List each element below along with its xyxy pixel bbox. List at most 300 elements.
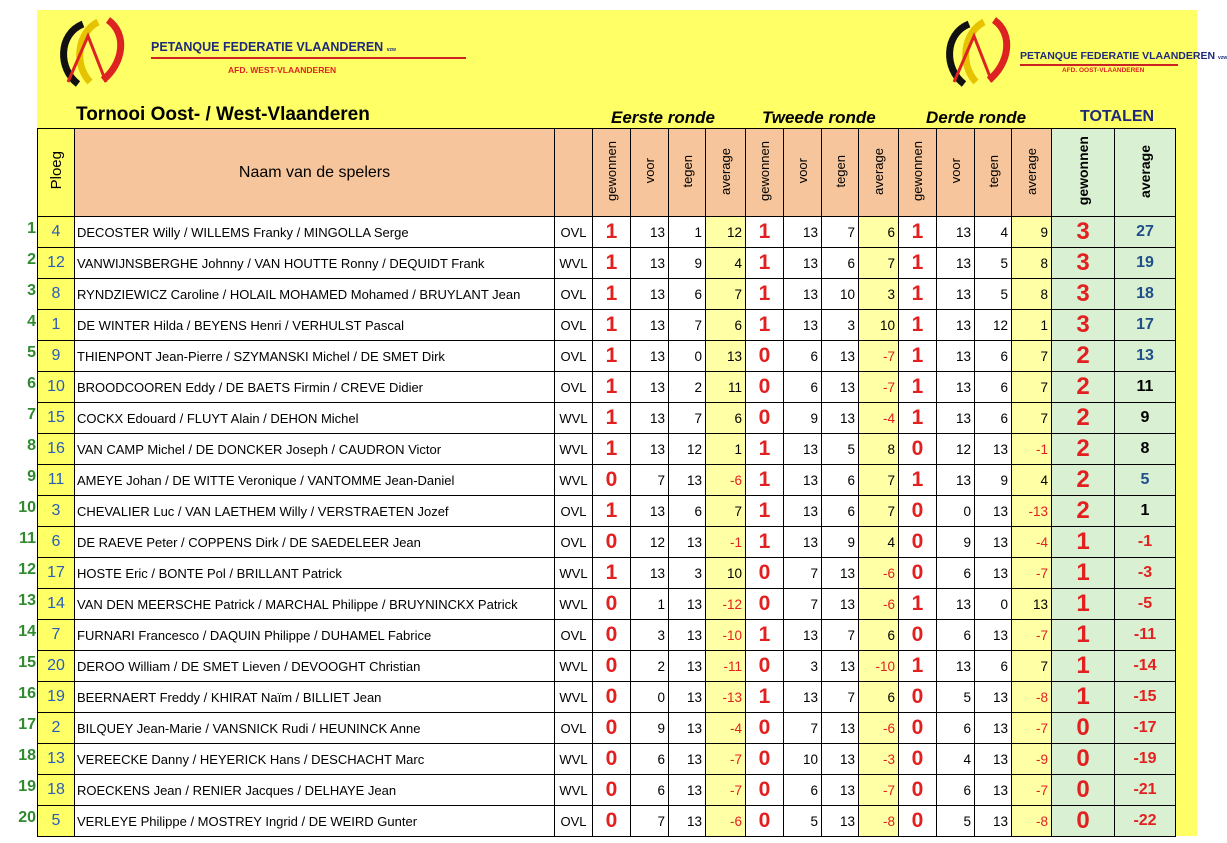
round-1-average: 11 [706, 372, 746, 403]
total-won: 1 [1052, 620, 1115, 651]
table-row [38, 434, 1176, 465]
team-number: 18 [38, 775, 75, 806]
team-number: 15 [38, 403, 75, 434]
round-2-voor: 13 [784, 496, 822, 527]
round-3-voor: 13 [937, 403, 975, 434]
round-1-voor: 13 [631, 279, 669, 310]
round-3-tegen: 13 [975, 496, 1012, 527]
round-3-average: 4 [1012, 465, 1052, 496]
region-code: OVL [555, 527, 593, 558]
round-1-voor: 13 [631, 217, 669, 248]
total-average: -17 [1115, 713, 1176, 744]
round-2-average: -8 [859, 806, 899, 837]
round-2-average: -6 [859, 558, 899, 589]
round-3-average: -7 [1012, 775, 1052, 806]
round-3-won: 0 [899, 775, 937, 806]
round-2-tegen: 13 [822, 744, 859, 775]
table-row [38, 217, 1176, 248]
round-3-voor: 4 [937, 744, 975, 775]
team-number: 14 [38, 589, 75, 620]
col-r2-gewonnen: gewonnen [746, 129, 784, 217]
player-names: DEROO William / DE SMET Lieven / DEVOOGHT Christian [75, 651, 555, 682]
player-names: AMEYE Johan / DE WITTE Veronique / VANTOMME Jean-Daniel [75, 465, 555, 496]
round-1-average: -7 [706, 775, 746, 806]
round-3-tegen: 5 [975, 248, 1012, 279]
round-2-voor: 13 [784, 682, 822, 713]
round-2-voor: 13 [784, 248, 822, 279]
round-1-won: 0 [593, 651, 631, 682]
round-2-voor: 13 [784, 465, 822, 496]
rank-number: 19 [18, 778, 36, 795]
vzw-right: vzw [1217, 55, 1227, 61]
round-2-won: 0 [746, 372, 784, 403]
pfv-emblem-icon [48, 14, 138, 94]
round-1-won: 0 [593, 775, 631, 806]
round-2-average: 6 [859, 620, 899, 651]
total-won: 1 [1052, 651, 1115, 682]
round-2-average: 7 [859, 496, 899, 527]
round-3-won: 0 [899, 434, 937, 465]
round-3-won: 1 [899, 403, 937, 434]
total-average: -22 [1115, 806, 1176, 837]
round-2-won: 0 [746, 713, 784, 744]
logo-underline-right [1020, 64, 1178, 66]
round-1-voor: 7 [631, 806, 669, 837]
rank-number: 11 [19, 530, 36, 547]
round-1-average: -6 [706, 465, 746, 496]
org-name-right: PETANQUE FEDERATIE VLAANDEREN [1020, 50, 1216, 62]
rank-number: 4 [27, 313, 36, 330]
round-3-tegen: 12 [975, 310, 1012, 341]
round-3-voor: 13 [937, 465, 975, 496]
round-2-tegen: 3 [822, 310, 859, 341]
table-row [38, 310, 1176, 341]
total-won: 3 [1052, 217, 1115, 248]
round-2-won: 1 [746, 465, 784, 496]
round-2-voor: 10 [784, 744, 822, 775]
table-row [38, 620, 1176, 651]
table-row [38, 527, 1176, 558]
table-row [38, 465, 1176, 496]
round-1-average: 12 [706, 217, 746, 248]
round-1-won: 0 [593, 589, 631, 620]
total-average: 11 [1115, 372, 1176, 403]
region-code: OVL [555, 713, 593, 744]
round-2-voor: 13 [784, 310, 822, 341]
header-row [38, 129, 1176, 217]
player-names: VANWIJNSBERGHE Johnny / VAN HOUTTE Ronny / DEQUIDT Frank [75, 248, 555, 279]
player-names: FURNARI Francesco / DAQUIN Philippe / DUHAMEL Fabrice [75, 620, 555, 651]
col-r1-voor: voor [631, 129, 669, 217]
total-won: 2 [1052, 434, 1115, 465]
round-3-tegen: 6 [975, 372, 1012, 403]
team-number: 12 [38, 248, 75, 279]
round-1-average: -6 [706, 806, 746, 837]
round-1-average: -10 [706, 620, 746, 651]
round-1-won: 1 [593, 279, 631, 310]
round-2-tegen: 13 [822, 341, 859, 372]
region-code: WVL [555, 403, 593, 434]
round-1-won: 1 [593, 341, 631, 372]
round-2-average: -6 [859, 713, 899, 744]
round-1-average: -13 [706, 682, 746, 713]
round-3-average: -4 [1012, 527, 1052, 558]
player-names: BROODCOOREN Eddy / DE BAETS Firmin / CREVE Didier [75, 372, 555, 403]
rank-number: 10 [18, 499, 36, 516]
table-row [38, 248, 1176, 279]
round-1-tegen: 7 [669, 403, 706, 434]
round-3-tegen: 4 [975, 217, 1012, 248]
round-2-voor: 13 [784, 279, 822, 310]
player-names: ROECKENS Jean / RENIER Jacques / DELHAYE Jean [75, 775, 555, 806]
round-3-tegen: 13 [975, 775, 1012, 806]
round-3-won: 1 [899, 279, 937, 310]
col-r2-average: average [859, 129, 899, 217]
round-3-won: 0 [899, 558, 937, 589]
round-2-average: -7 [859, 775, 899, 806]
round-2-heading: Tweede ronde [762, 108, 876, 127]
round-1-won: 0 [593, 620, 631, 651]
round-2-tegen: 6 [822, 248, 859, 279]
round-1-won: 1 [593, 496, 631, 527]
round-3-tegen: 6 [975, 403, 1012, 434]
round-1-voor: 6 [631, 744, 669, 775]
logo-underline-left [151, 57, 466, 59]
round-3-won: 0 [899, 744, 937, 775]
table-row [38, 496, 1176, 527]
round-2-average: -4 [859, 403, 899, 434]
round-1-tegen: 13 [669, 465, 706, 496]
round-3-average: -8 [1012, 682, 1052, 713]
round-3-tegen: 9 [975, 465, 1012, 496]
team-number: 9 [38, 341, 75, 372]
federation-logo-west [48, 14, 428, 94]
round-1-voor: 13 [631, 434, 669, 465]
col-r2-voor: voor [784, 129, 822, 217]
total-won: 2 [1052, 341, 1115, 372]
total-average: -19 [1115, 744, 1176, 775]
round-1-average: 4 [706, 248, 746, 279]
total-average: 17 [1115, 310, 1176, 341]
round-3-voor: 13 [937, 248, 975, 279]
round-2-tegen: 10 [822, 279, 859, 310]
total-won: 0 [1052, 713, 1115, 744]
round-3-tegen: 13 [975, 806, 1012, 837]
round-1-tegen: 0 [669, 341, 706, 372]
table-row [38, 372, 1176, 403]
rank-number: 6 [27, 375, 36, 392]
round-1-tegen: 13 [669, 744, 706, 775]
round-1-heading: Eerste ronde [611, 108, 715, 127]
round-1-voor: 12 [631, 527, 669, 558]
team-number: 17 [38, 558, 75, 589]
round-3-won: 1 [899, 651, 937, 682]
round-3-average: 7 [1012, 372, 1052, 403]
team-number: 5 [38, 806, 75, 837]
round-2-voor: 6 [784, 775, 822, 806]
round-1-won: 1 [593, 558, 631, 589]
round-1-average: 10 [706, 558, 746, 589]
round-1-average: -4 [706, 713, 746, 744]
round-3-average: -7 [1012, 558, 1052, 589]
round-3-average: -7 [1012, 713, 1052, 744]
round-2-average: -7 [859, 372, 899, 403]
round-2-won: 1 [746, 682, 784, 713]
team-number: 16 [38, 434, 75, 465]
total-won: 2 [1052, 372, 1115, 403]
col-ploeg: Ploeg [38, 129, 75, 217]
rank-number: 20 [18, 809, 36, 826]
round-1-tegen: 13 [669, 589, 706, 620]
round-1-tegen: 9 [669, 248, 706, 279]
total-average: -15 [1115, 682, 1176, 713]
round-3-average: 7 [1012, 403, 1052, 434]
rank-number: 8 [27, 437, 36, 454]
rank-number: 1 [27, 220, 36, 237]
round-2-tegen: 7 [822, 217, 859, 248]
round-2-voor: 13 [784, 620, 822, 651]
round-3-tegen: 6 [975, 341, 1012, 372]
player-names: THIENPONT Jean-Pierre / SZYMANSKI Michel / DE SMET Dirk [75, 341, 555, 372]
region-code: WVL [555, 651, 593, 682]
team-number: 20 [38, 651, 75, 682]
region-code: OVL [555, 620, 593, 651]
round-3-voor: 13 [937, 651, 975, 682]
total-average: 1 [1115, 496, 1176, 527]
region-code: OVL [555, 341, 593, 372]
round-1-average: 13 [706, 341, 746, 372]
region-code: OVL [555, 217, 593, 248]
round-1-voor: 2 [631, 651, 669, 682]
round-2-won: 0 [746, 806, 784, 837]
round-2-average: 6 [859, 217, 899, 248]
round-3-voor: 13 [937, 279, 975, 310]
round-3-voor: 5 [937, 682, 975, 713]
round-3-voor: 6 [937, 558, 975, 589]
totals-heading: TOTALEN [1080, 108, 1155, 125]
round-1-won: 1 [593, 217, 631, 248]
team-number: 1 [38, 310, 75, 341]
round-2-voor: 7 [784, 558, 822, 589]
round-1-won: 1 [593, 403, 631, 434]
total-average: 27 [1115, 217, 1176, 248]
total-average: -14 [1115, 651, 1176, 682]
total-average: -1 [1115, 527, 1176, 558]
round-2-tegen: 6 [822, 496, 859, 527]
round-1-won: 1 [593, 372, 631, 403]
round-1-average: -11 [706, 651, 746, 682]
rank-number: 5 [27, 344, 36, 361]
player-names: HOSTE Eric / BONTE Pol / BRILLANT Patrick [75, 558, 555, 589]
table-row [38, 558, 1176, 589]
round-3-average: -13 [1012, 496, 1052, 527]
team-number: 3 [38, 496, 75, 527]
team-number: 6 [38, 527, 75, 558]
round-1-average: 6 [706, 403, 746, 434]
round-3-voor: 6 [937, 713, 975, 744]
round-2-average: 8 [859, 434, 899, 465]
round-2-won: 1 [746, 620, 784, 651]
rank-number: 16 [18, 685, 36, 702]
round-2-average: -10 [859, 651, 899, 682]
round-3-tegen: 5 [975, 279, 1012, 310]
player-names: VERLEYE Philippe / MOSTREY Ingrid / DE WEIRD Gunter [75, 806, 555, 837]
round-3-average: 7 [1012, 651, 1052, 682]
total-average: -11 [1115, 620, 1176, 651]
round-3-tegen: 13 [975, 527, 1012, 558]
round-3-won: 1 [899, 589, 937, 620]
federation-logo-east [934, 14, 1227, 94]
col-total-average: average [1115, 129, 1176, 217]
round-1-tegen: 13 [669, 775, 706, 806]
total-average: 5 [1115, 465, 1176, 496]
table-row [38, 341, 1176, 372]
region-code: WVL [555, 744, 593, 775]
region-code: WVL [555, 465, 593, 496]
round-3-average: 1 [1012, 310, 1052, 341]
round-1-voor: 6 [631, 775, 669, 806]
round-3-voor: 9 [937, 527, 975, 558]
round-3-tegen: 13 [975, 744, 1012, 775]
round-1-voor: 13 [631, 372, 669, 403]
total-won: 3 [1052, 310, 1115, 341]
pfv-emblem-icon [934, 14, 1024, 94]
player-names: CHEVALIER Luc / VAN LAETHEM Willy / VERSTRAETEN Jozef [75, 496, 555, 527]
round-1-won: 0 [593, 744, 631, 775]
region-code: WVL [555, 434, 593, 465]
results-body [38, 217, 1176, 837]
total-average: 9 [1115, 403, 1176, 434]
region-code: WVL [555, 589, 593, 620]
round-1-won: 0 [593, 527, 631, 558]
region-code: OVL [555, 372, 593, 403]
round-2-tegen: 13 [822, 372, 859, 403]
round-3-won: 1 [899, 248, 937, 279]
round-2-voor: 6 [784, 341, 822, 372]
round-2-won: 1 [746, 310, 784, 341]
region-code: WVL [555, 558, 593, 589]
round-3-tegen: 6 [975, 651, 1012, 682]
round-1-average: 7 [706, 496, 746, 527]
team-number: 8 [38, 279, 75, 310]
round-1-voor: 9 [631, 713, 669, 744]
round-2-tegen: 6 [822, 465, 859, 496]
round-1-tegen: 13 [669, 806, 706, 837]
round-3-tegen: 13 [975, 713, 1012, 744]
round-1-voor: 13 [631, 248, 669, 279]
rank-number: 13 [18, 592, 36, 609]
round-3-voor: 13 [937, 372, 975, 403]
team-number: 2 [38, 713, 75, 744]
round-3-won: 1 [899, 310, 937, 341]
round-1-won: 1 [593, 434, 631, 465]
afd-oost: AFD. OOST-VLAANDEREN [1062, 67, 1145, 74]
round-2-voor: 13 [784, 527, 822, 558]
round-3-won: 0 [899, 496, 937, 527]
total-won: 2 [1052, 403, 1115, 434]
round-2-tegen: 13 [822, 806, 859, 837]
table-row [38, 589, 1176, 620]
round-2-won: 1 [746, 248, 784, 279]
round-2-voor: 7 [784, 713, 822, 744]
round-2-tegen: 9 [822, 527, 859, 558]
round-3-tegen: 0 [975, 589, 1012, 620]
round-3-voor: 13 [937, 341, 975, 372]
round-1-won: 0 [593, 713, 631, 744]
round-2-average: 4 [859, 527, 899, 558]
round-2-won: 0 [746, 651, 784, 682]
round-3-won: 1 [899, 465, 937, 496]
team-number: 13 [38, 744, 75, 775]
table-row [38, 651, 1176, 682]
rank-number: 15 [18, 654, 36, 671]
col-r1-average: average [706, 129, 746, 217]
player-names: DECOSTER Willy / WILLEMS Franky / MINGOLLA Serge [75, 217, 555, 248]
round-2-won: 0 [746, 341, 784, 372]
round-1-won: 0 [593, 465, 631, 496]
results-table [37, 128, 1176, 837]
col-total-gewonnen: gewonnen [1052, 129, 1115, 217]
round-3-heading: Derde ronde [926, 108, 1027, 127]
team-number: 7 [38, 620, 75, 651]
round-1-voor: 13 [631, 403, 669, 434]
round-1-average: -12 [706, 589, 746, 620]
col-name: Naam van de spelers [75, 129, 555, 217]
total-average: 18 [1115, 279, 1176, 310]
round-3-average: -1 [1012, 434, 1052, 465]
round-3-won: 0 [899, 682, 937, 713]
total-average: -5 [1115, 589, 1176, 620]
round-2-tegen: 13 [822, 651, 859, 682]
table-row [38, 403, 1176, 434]
round-2-won: 1 [746, 217, 784, 248]
region-code: OVL [555, 496, 593, 527]
round-3-won: 0 [899, 806, 937, 837]
col-r1-tegen: tegen [669, 129, 706, 217]
player-names: VAN CAMP Michel / DE DONCKER Joseph / CAUDRON Victor [75, 434, 555, 465]
region-code: OVL [555, 310, 593, 341]
round-2-won: 1 [746, 434, 784, 465]
round-1-tegen: 13 [669, 713, 706, 744]
round-3-won: 0 [899, 713, 937, 744]
round-1-average: -1 [706, 527, 746, 558]
round-3-tegen: 13 [975, 558, 1012, 589]
round-3-average: 8 [1012, 248, 1052, 279]
round-1-tegen: 2 [669, 372, 706, 403]
region-code: WVL [555, 682, 593, 713]
round-2-average: 7 [859, 465, 899, 496]
round-1-won: 0 [593, 806, 631, 837]
total-won: 2 [1052, 496, 1115, 527]
total-won: 1 [1052, 558, 1115, 589]
team-number: 10 [38, 372, 75, 403]
col-r3-average: average [1012, 129, 1052, 217]
round-3-average: 8 [1012, 279, 1052, 310]
round-3-voor: 5 [937, 806, 975, 837]
total-average: 8 [1115, 434, 1176, 465]
round-3-average: -7 [1012, 620, 1052, 651]
round-3-average: -8 [1012, 806, 1052, 837]
table-row [38, 279, 1176, 310]
player-names: BEERNAERT Freddy / KHIRAT Naïm / BILLIET Jean [75, 682, 555, 713]
round-2-average: -6 [859, 589, 899, 620]
rank-number: 17 [18, 716, 36, 733]
round-2-won: 0 [746, 589, 784, 620]
round-2-voor: 7 [784, 589, 822, 620]
rank-number: 2 [27, 251, 36, 268]
round-1-tegen: 13 [669, 527, 706, 558]
round-1-average: 7 [706, 279, 746, 310]
